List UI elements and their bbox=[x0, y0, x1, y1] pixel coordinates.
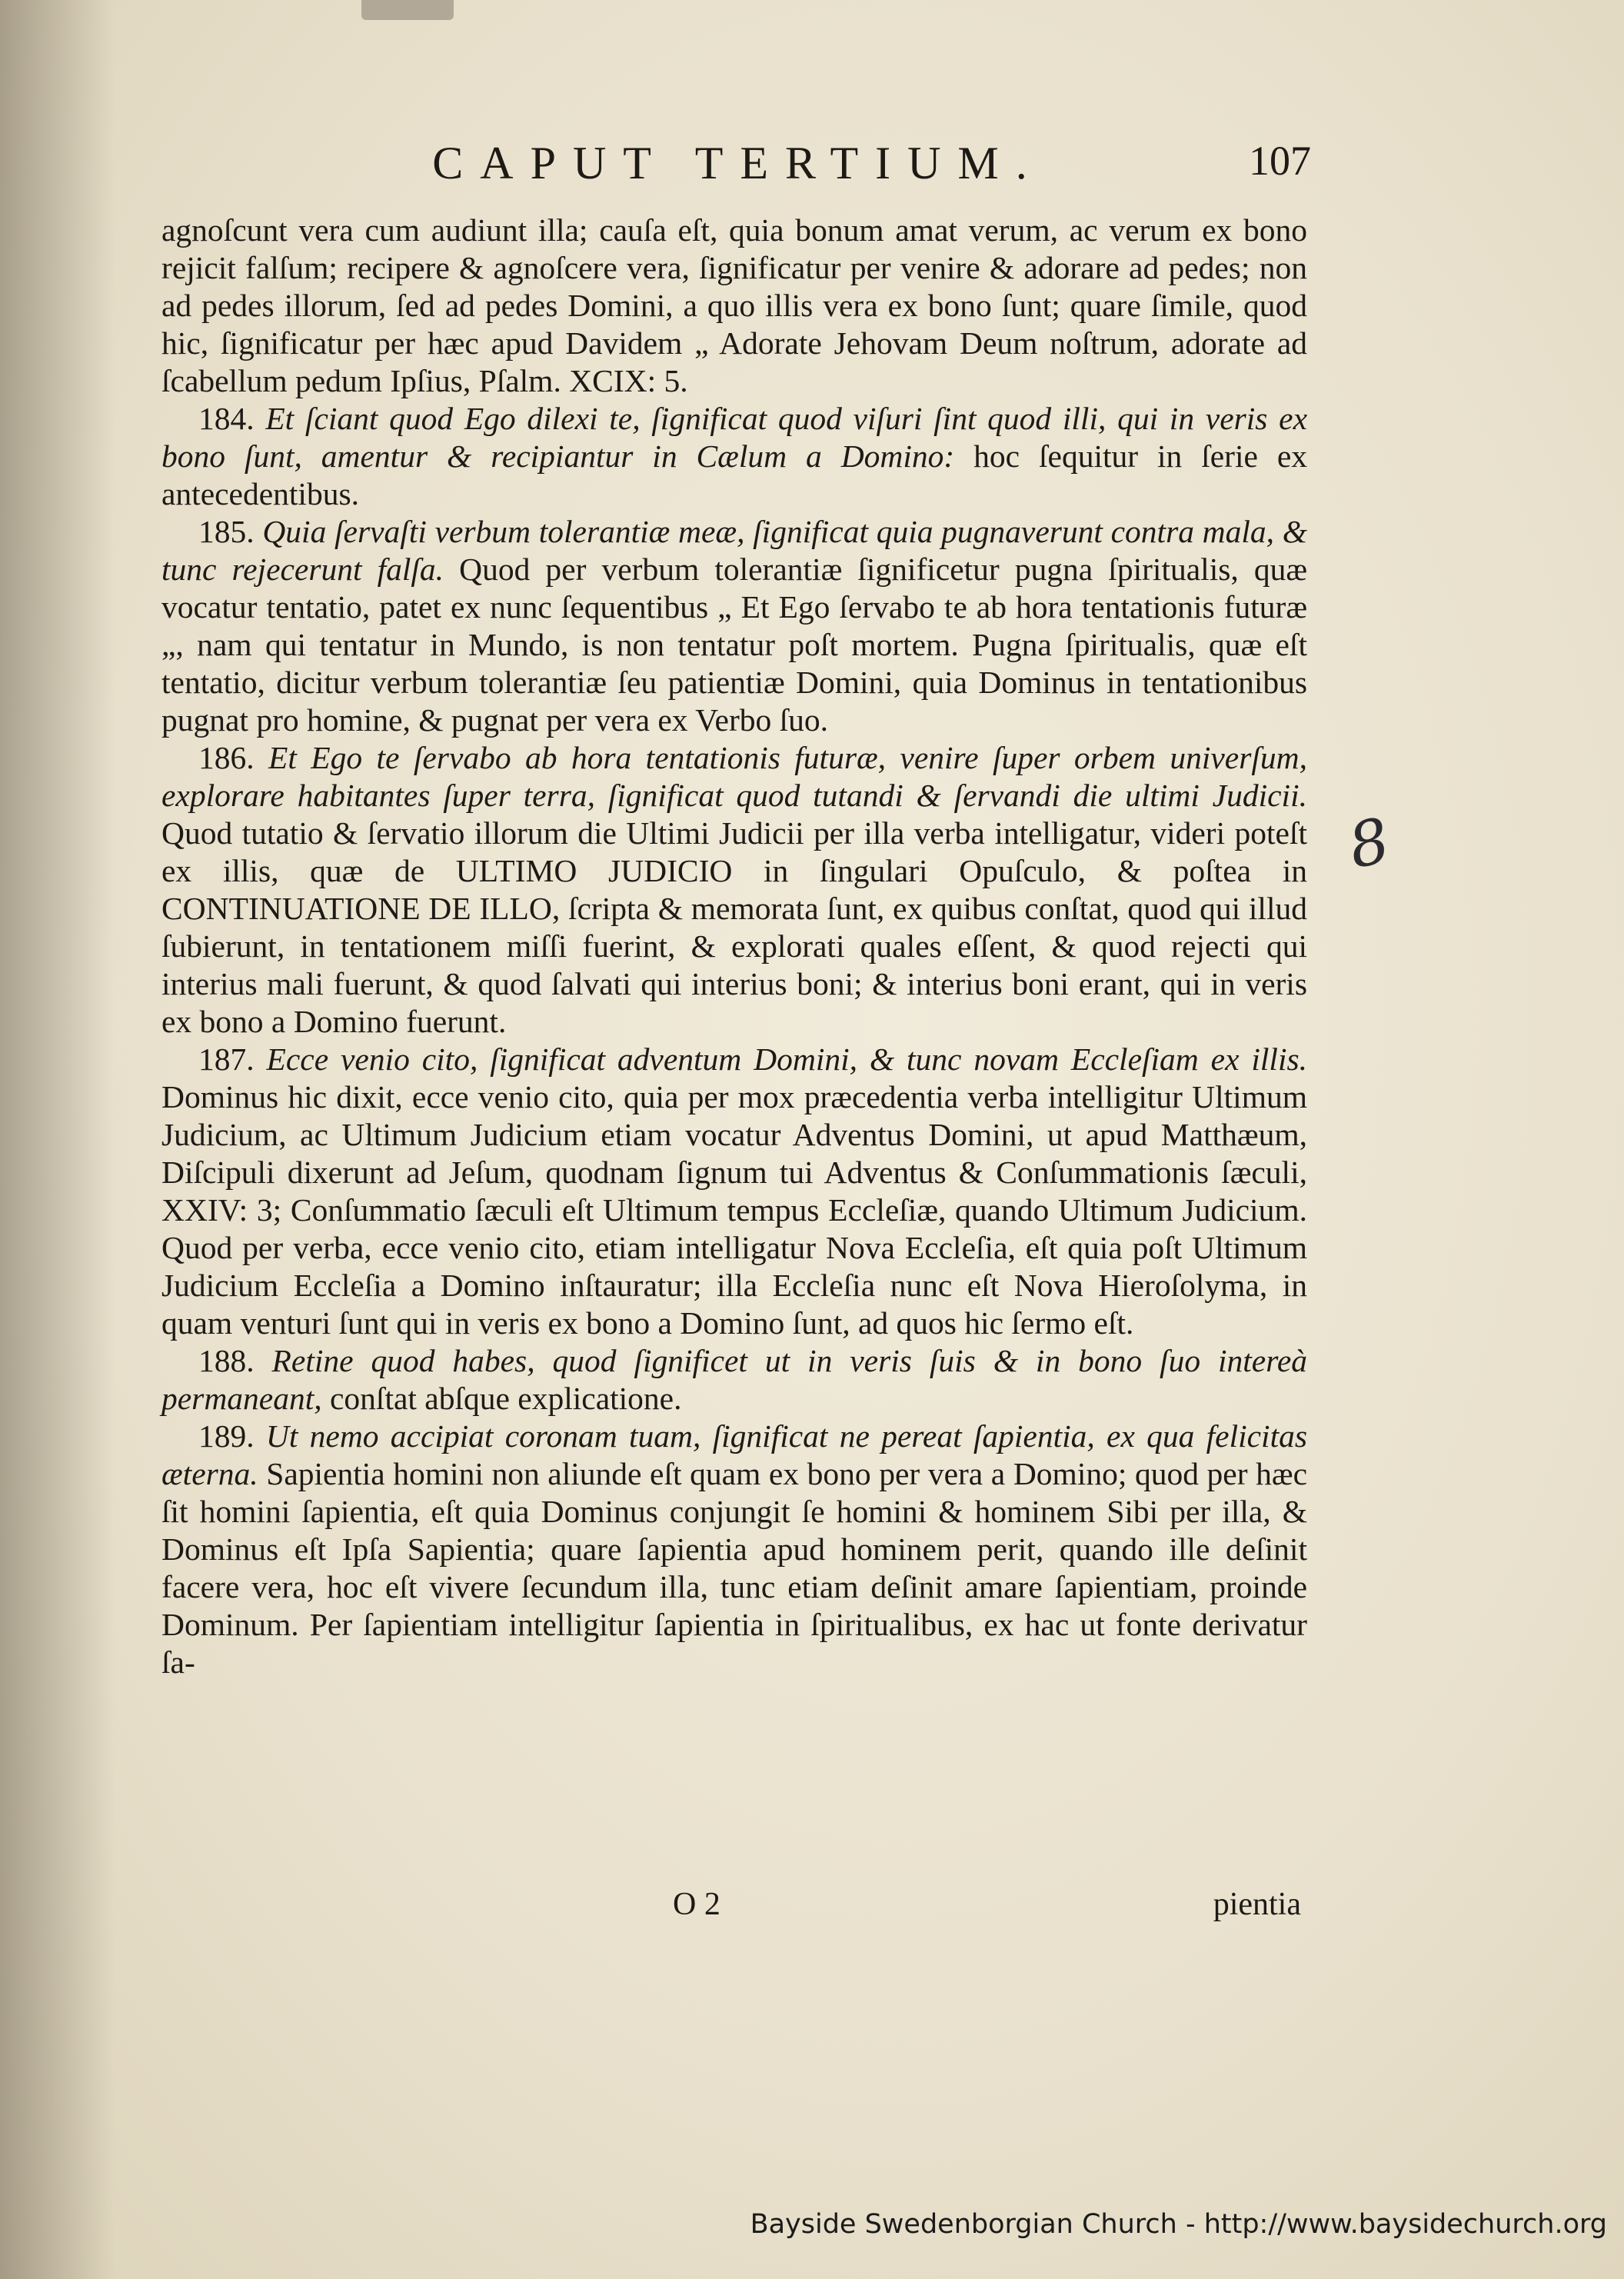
signature-mark: O 2 bbox=[673, 1887, 720, 1922]
paragraph-text: hoc ſequitur in ſerie ex antecedentibus. bbox=[161, 438, 1308, 511]
paragraph-text: conſtat abſque explicatione. bbox=[330, 1381, 682, 1416]
paragraph-185 bbox=[161, 513, 1307, 739]
paragraph-lead-italic: Et ſciant quod Ego dilexi te, ſignificat quod viſuri ſint quod illi, qui in veris ex bono ſunt, amentur & recipiantur in Cælum a Domino: bbox=[161, 401, 1307, 474]
catchword: pientia bbox=[1213, 1887, 1301, 1922]
gutter-shadow bbox=[0, 0, 115, 2279]
page-number: 107 bbox=[1249, 138, 1311, 184]
text-block bbox=[161, 212, 1307, 1681]
paragraph-number: 184. bbox=[198, 401, 255, 436]
running-head-title: CAPUT TERTIUM. bbox=[432, 138, 1044, 188]
paragraph-text: Sapientia homini non aliunde eſt quam ex bono per vera a Domino; quod per hæc ſit homini ſapientia, eſt quia Dominus conjungit ſe homini & hominem Sibi per illa, & Dominus eſt Ipſa Sapientia; quare ſapientia apud hominem perit, quando ille deſinit facere vera, hoc eſt vivere ſecundum illa, tunc etiam deſinit amare ſapientiam, proinde Dominum. Per ſapientiam intelligitur ſapientia in ſpiritualibus, ex hac ut fonte derivatur ſa- bbox=[161, 1456, 1307, 1680]
handwritten-margin-note: 8 bbox=[1342, 804, 1396, 883]
running-head bbox=[165, 137, 1311, 191]
paragraph-number: 185. bbox=[198, 514, 255, 549]
paragraph-text: agnoſcunt vera cum audiunt illa; cauſa eſt, quia bonum amat verum, ac verum ex bono rejicit falſum; recipere & agnoſcere vera, ſignificatur per venire & adorare ad pedes; non ad pedes illorum, ſed ad pedes Domini, a quo illis vera ex bono ſunt; quare ſimile, quod hic, ſignificatur per hæc apud Davidem „ Adorate Jehovam Deum noſtrum, adorate ad ſcabellum pedum Ipſius, Pſalm. XCIX: 5. bbox=[161, 212, 1307, 398]
paragraph-lead-italic: Quia ſervaſti verbum tolerantiæ meæ, ſignificat quia pugnaverunt contra mala, & tunc rejecerunt falſa. bbox=[161, 514, 1308, 587]
paragraph-186 bbox=[161, 739, 1307, 1041]
paragraph-lead-italic: Ut nemo accipiat coronam tuam, ſignificat ne pereat ſapientia, ex qua felicitas æterna. bbox=[161, 1418, 1308, 1491]
paragraph-continuation bbox=[161, 212, 1307, 400]
paragraph-number: 187. bbox=[198, 1041, 255, 1077]
paragraph-184 bbox=[161, 400, 1307, 513]
paragraph-text: Quod tutatio & ſervatio illorum die Ultimi Judicii per illa verba intelligatur, videri poteſt ex illis, quæ de ULTIMO JUDICIO in ſingulari Opuſculo, & poſtea in CONTINUATIONE DE ILLO, ſcripta & memorata ſunt, ex quibus conſtat, quod qui illud ſubierunt, in tentationem miſſi fuerint, & explorati quales eſſent, & quod rejecti qui interius mali fuerunt, & quod ſalvati qui interius boni; & interius boni erant, qui in veris ex bono a Domino fuerunt. bbox=[161, 815, 1307, 1039]
page-tab-mark bbox=[361, 0, 454, 20]
paragraph-text: Dominus hic dixit, ecce venio cito, quia per mox præcedentia verba intelligitur Ultimum Judicium, ac Ultimum Judicium etiam vocatur Adventus Domini, ut apud Matthæum, Diſcipuli dixerunt ad Jeſum, quodnam ſignum tui Adventus & Conſummationis ſæculi, XXIV: 3; Conſummatio ſæculi eſt Ultimum tempus Eccleſiæ, quando Ultimum Judicium. Quod per verba, ecce venio cito, etiam intelligatur Nova Eccleſia, eſt quia poſt Ultimum Judicium Eccleſia a Domino inſtauratur; illa Eccleſia nunc eſt Nova Hieroſolyma, in quam venturi ſunt qui in veris ex bono a Domino ſunt, ad quos hic ſermo eſt. bbox=[161, 1079, 1307, 1341]
paragraph-number: 188. bbox=[198, 1343, 255, 1378]
paragraph-lead-italic: Ecce venio cito, ſignificat adventum Domini, & tunc novam Eccleſiam ex illis. bbox=[266, 1041, 1308, 1077]
paragraph-lead-italic: Et Ego te ſervabo ab hora tentationis futuræ, venire ſuper orbem univerſum, explorare habitantes ſuper terra, ſignificat quod tutandi & ſervandi die ultimi Judicii. bbox=[161, 740, 1307, 813]
paragraph-number: 189. bbox=[198, 1418, 255, 1454]
paragraph-188 bbox=[161, 1342, 1307, 1418]
paragraph-lead-italic: Retine quod habes, quod ſignificet ut in veris ſuis & in bono ſuo intereà permaneant, bbox=[161, 1343, 1307, 1416]
paragraph-187 bbox=[161, 1041, 1307, 1342]
footer-credit: Bayside Swedenborgian Church - http://www.baysidechurch.org bbox=[750, 2209, 1607, 2240]
paragraph-number: 186. bbox=[198, 740, 255, 775]
paragraph-text: Quod per verbum tolerantiæ ſignificetur pugna ſpiritualis, quæ vocatur tentatio, patet ex nunc ſequentibus „ Et Ego ſervabo te ab hora tentationis futuræ „, nam qui tentatur in Mundo, is non tentatur poſt mortem. Pugna ſpiritualis, quæ eſt tentatio, dicitur verbum tolerantiæ ſeu patientiæ Domini, quia Dominus in tentationibus pugnat pro homine, & pugnat per vera ex Verbo ſuo. bbox=[161, 551, 1307, 738]
paragraph-189 bbox=[161, 1418, 1307, 1681]
